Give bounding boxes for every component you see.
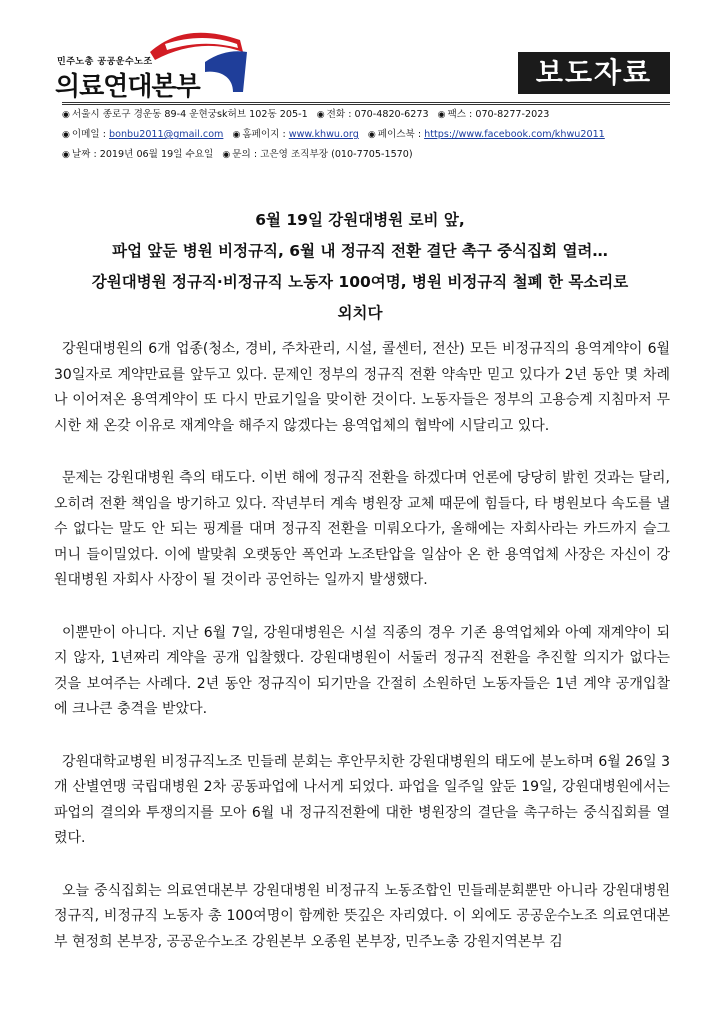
- bullet-icon: ◉: [232, 130, 241, 140]
- org-small-name: 민주노총 공공운수노조: [57, 57, 153, 67]
- facebook-link[interactable]: https://www.facebook.com/khwu2011: [424, 129, 605, 140]
- union-logo: [55, 22, 255, 102]
- headline-line-2: 파업 앞둔 병원 비정규직, 6월 내 정규직 전환 결단 촉구 중식집회 열려…: [112, 242, 608, 260]
- info-row-web: [62, 125, 670, 145]
- bullet-icon: ◉: [367, 130, 376, 140]
- headline-line-4: 외치다: [337, 304, 383, 322]
- paragraph: 강원대병원의 6개 업종(청소, 경비, 주차관리, 시설, 콜센터, 전산) 모든 비정규직의 용역계약이 6월 30일자로 계약만료를 앞두고 있다. 문제인 정부의 정규직 전환 약속만 믿고 있다가 2년 동안 몇 차례나 이어져온 용역계약이 또 다시 만료기일을 맞이한 것이다. 노동자들은 정부의 고용승계 지침마저 무시한 채 온갖 이유로 재계약을 해주지 않겠다는 용역업체의 협박에 시달리고 있다.: [54, 341, 670, 434]
- email-link[interactable]: bonbu2011@gmail.com: [109, 129, 224, 140]
- info-row-address: [62, 105, 670, 125]
- bullet-icon: ◉: [437, 110, 446, 120]
- contact-info: [62, 102, 670, 165]
- contact-person: 문의 : 고은영 조직부장 (010-7705-1570): [232, 149, 413, 160]
- press-release-badge: 보도자료: [518, 52, 670, 94]
- bullet-icon: ◉: [62, 150, 70, 160]
- facebook-label: 페이스북 :: [377, 129, 425, 140]
- letterhead: [55, 22, 670, 102]
- paragraph: 오늘 중식집회는 의료연대본부 강원대병원 비정규직 노동조합인 민들레분회뿐만 아니라 강원대병원 정규직, 비정규직 노동자 총 100여명이 함께한 뜻깊은 자리였다. 이 외에도 공공운수노조 의료연대본부 현정희 본부장, 공공운수노조 강원본부 오종원 본부장, 민주노총 강원지역본부 김: [54, 882, 670, 950]
- bullet-icon: ◉: [222, 150, 231, 160]
- homepage-label: 홈페이지 :: [242, 129, 289, 140]
- headline: [40, 205, 680, 329]
- paragraph: 문제는 강원대병원 측의 태도다. 이번 해에 정규직 전환을 하겠다며 언론에 당당히 밝힌 것과는 달리, 오히려 전환 책임을 방기하고 있다. 작년부터 계속 병원장 교체 때문에 힘들다, 타 병원보다 속도를 낼 수 없다는 말도 안 되는 핑계를 대며 정규직 전환을 미뤄오다가, 올해에는 자회사라는 카드까지 슬그머니 들이밀었다. 이에 발맞춰 오랫동안 폭언과 노조탄압을 일삼아 온 한 용역업체 사장은 자신이 강원대병원 자회사 사장이 될 것이라 공언하는 일까지 발생했다.: [54, 470, 670, 588]
- paragraph: 강원대학교병원 비정규직노조 민들레 분회는 후안무치한 강원대병원의 태도에 분노하며 6월 26일 3개 산별연맹 국립대병원 2차 공동파업에 나서게 되었다. 파업을 일주일 앞둔 19일, 강원대병원에서는 파업의 결의와 투쟁의지를 모아 6월 내 정규직전환에 대한 병원장의 결단을 촉구하는 중식집회를 열렸다.: [54, 753, 670, 846]
- bullet-icon: ◉: [62, 130, 70, 140]
- phone: 전화 : 070-4820-6273: [326, 109, 429, 120]
- homepage-link[interactable]: www.khwu.org: [288, 129, 359, 140]
- info-row-date: [62, 145, 670, 165]
- email-label: 이메일 :: [71, 129, 109, 140]
- bullet-icon: ◉: [316, 110, 325, 120]
- fax: 팩스 : 070-8277-2023: [447, 109, 550, 120]
- address: 서울시 종로구 경운동 89-4 운현궁sk허브 102동 205-1: [71, 109, 308, 120]
- article-body: [54, 337, 670, 982]
- bullet-icon: ◉: [62, 110, 70, 120]
- org-name: 의료연대본부: [55, 72, 200, 102]
- headline-line-3: 강원대병원 정규직·비정규직 노동자 100여명, 병원 비정규직 철폐 한 목소리로: [91, 273, 629, 291]
- headline-line-1: 6월 19일 강원대병원 로비 앞,: [255, 211, 465, 229]
- date: 날짜 : 2019년 06월 19일 수요일: [71, 149, 214, 160]
- paragraph: 이뿐만이 아니다. 지난 6월 7일, 강원대병원은 시설 직종의 경우 기존 용역업체와 아예 재계약이 되지 않자, 1년짜리 계약을 공개 입찰했다. 강원대병원이 서둘러 정규직 전환을 추진할 의지가 없다는 것을 보여주는 사례다. 2년 동안 정규직이 되기만을 간절히 소원하던 노동자들은 1년 계약 공개입찰에 크나큰 충격을 받았다.: [54, 624, 670, 717]
